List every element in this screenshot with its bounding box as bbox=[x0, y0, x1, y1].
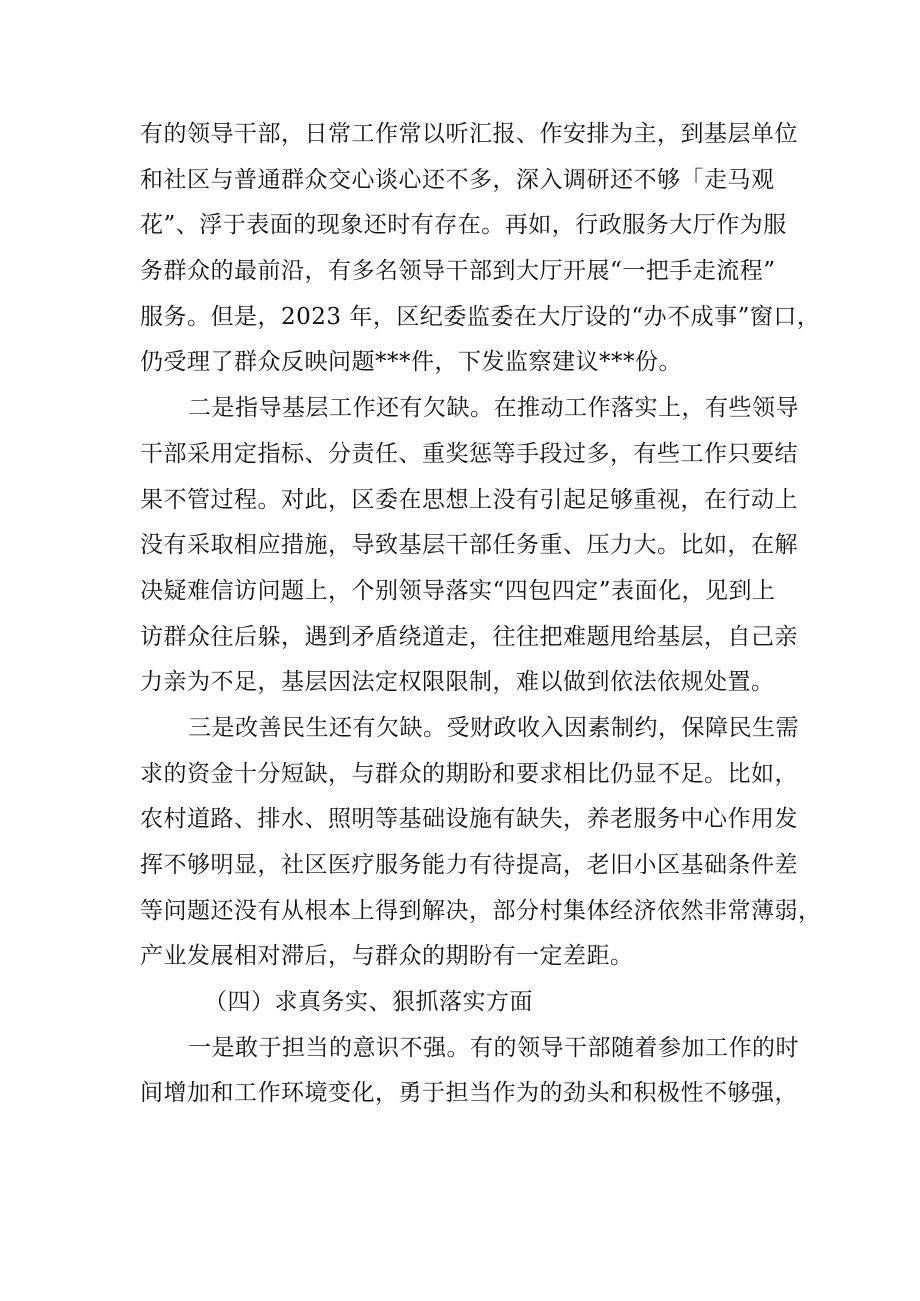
text-line: 仍受理了群众反映问题***件，下发监察建议***份。 bbox=[140, 349, 682, 376]
text-line: 农村道路、排水、照明等基础设施有缺失，养老服务中心作用发 bbox=[140, 806, 798, 833]
section-heading: （四）求真务实、狠抓落实方面 bbox=[204, 989, 533, 1016]
text-line: 务群众的最前沿，有多名领导干部到大厅开展“一把手走流程” bbox=[140, 258, 776, 285]
text-line: 干部采用定指标、分责任、重奖惩等手段过多，有些工作只要结 bbox=[140, 440, 798, 467]
document-body bbox=[140, 112, 822, 1117]
text-line: 间增加和工作环境变化，勇于担当作为的劲头和积极性不够强， bbox=[140, 1080, 798, 1107]
text-line: 求的资金十分短缺，与群众的期盼和要求相比仍显不足。比如， bbox=[140, 760, 798, 787]
text-line: 挥不够明显，社区医疗服务能力有待提高，老旧小区基础条件差 bbox=[140, 852, 798, 878]
text-line: 服务。但是，2023 年，区纪委监委在大厅设的“办不成事”窗口， bbox=[140, 303, 821, 330]
text-line: 和社区与普通群众交心谈心还不多，深入调研还不够「走马观 bbox=[140, 166, 775, 193]
paragraph-start-line: 三是改善民生还有欠缺。受财政收入因素制约，保障民生需 bbox=[188, 714, 799, 741]
text-line: 力亲为不足，基层因法定权限限制，难以做到依法依规处置。 bbox=[140, 669, 775, 696]
paragraph-start-line: 二是指导基层工作还有欠缺。在推动工作落实上，有些领导 bbox=[188, 395, 799, 422]
text-line: 果不管过程。对此，区委在思想上没有引起足够重视，在行动上 bbox=[140, 486, 798, 513]
paragraph-start-line: 一是敢于担当的意识不强。有的领导干部随着参加工作的时 bbox=[188, 1034, 799, 1061]
text-line: 等问题还没有从根本上得到解决，部分村集体经济依然非常薄弱， bbox=[140, 897, 822, 924]
text-line: 没有采取相应措施，导致基层干部任务重、压力大。比如，在解 bbox=[140, 532, 798, 559]
text-line: 花”、浮于表面的现象还时有存在。再如，行政服务大厅作为服 bbox=[140, 212, 787, 239]
text-line: 有的领导干部，日常工作常以听汇报、作安排为主，到基层单位 bbox=[140, 121, 798, 147]
text-line: 决疑难信访问题上，个别领导落实“四包四定”表面化，见到上 bbox=[140, 577, 776, 604]
text-line: 产业发展相对滞后，与群众的期盼有一定差距。 bbox=[140, 943, 634, 970]
text-line: 访群众往后躲，遇到矛盾绕道走，往往把难题甩给基层，自己亲 bbox=[140, 623, 798, 650]
